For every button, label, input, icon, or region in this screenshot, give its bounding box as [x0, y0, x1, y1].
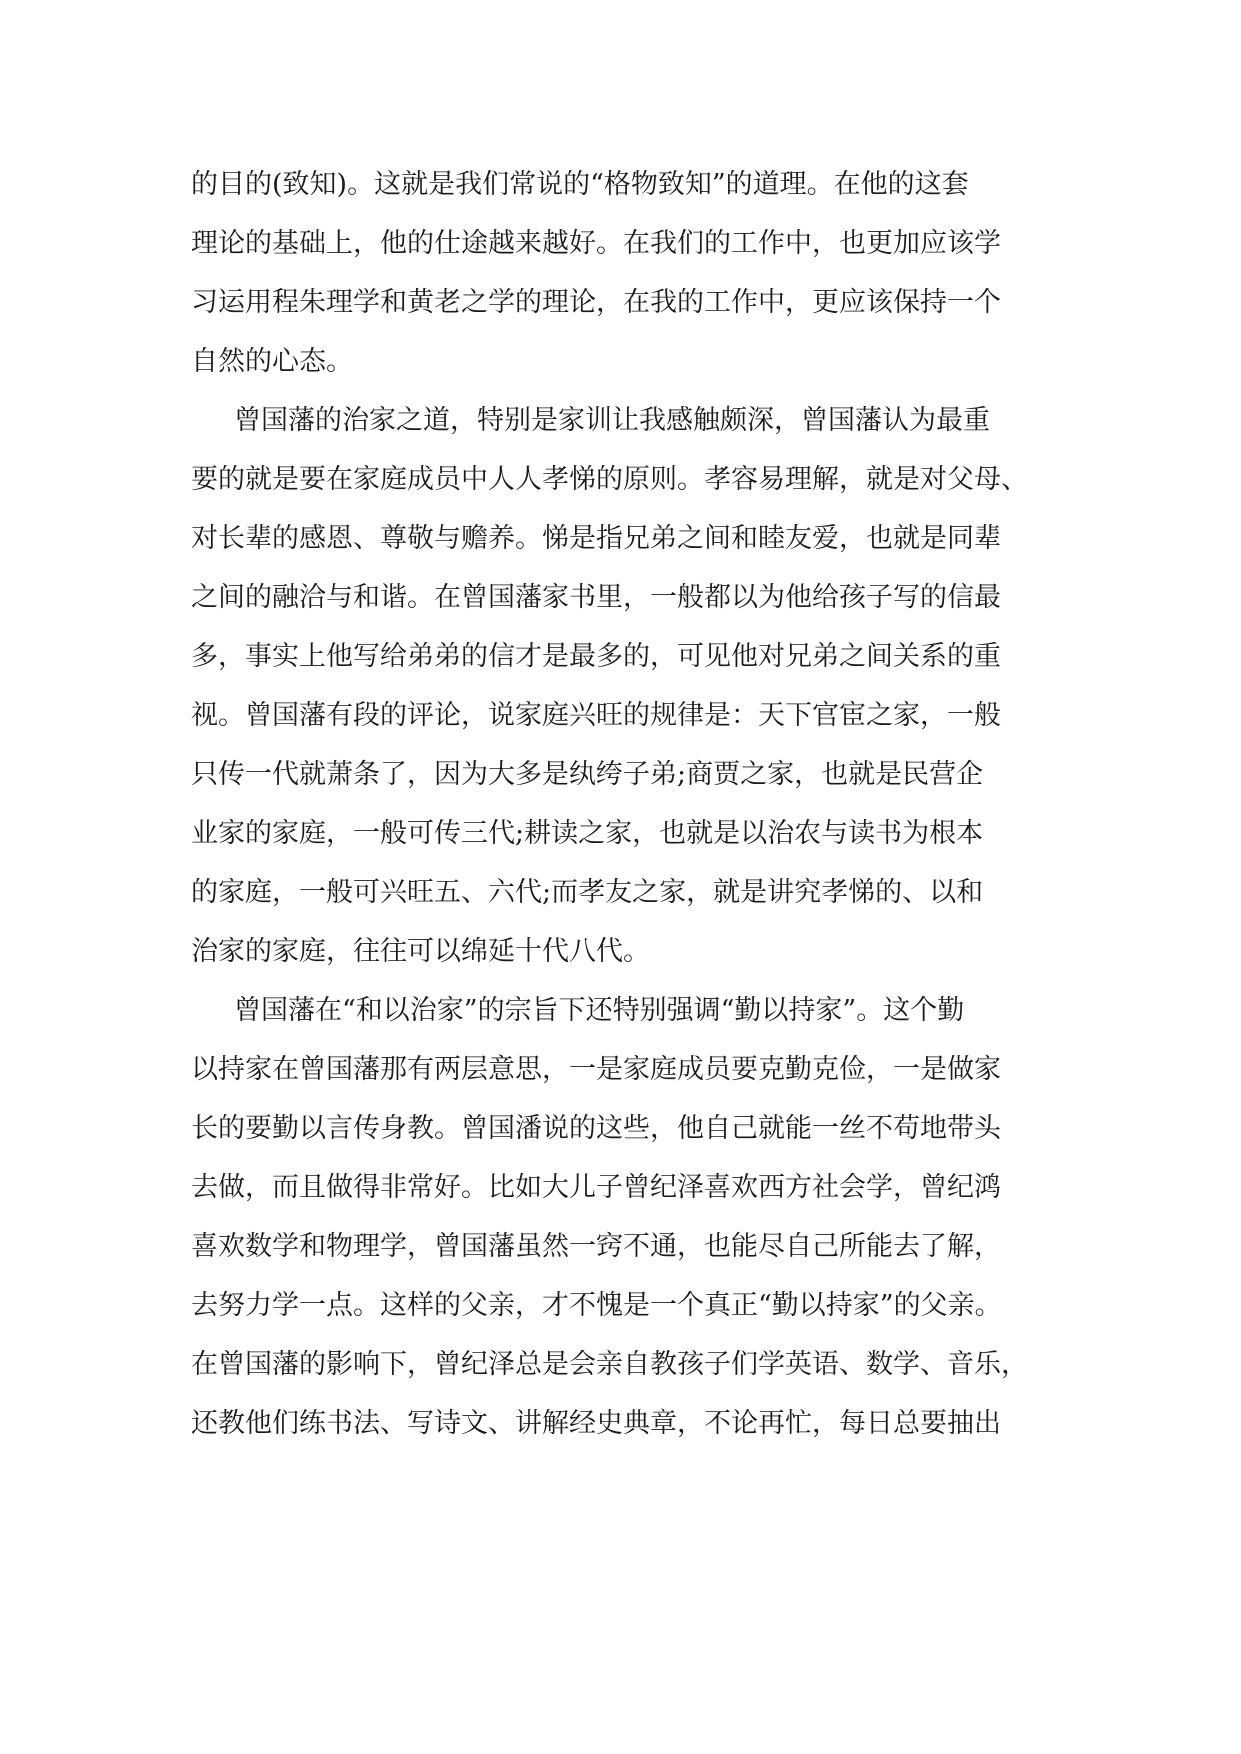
body-text [191, 155, 1061, 1453]
text-line: 只传一代就萧条了，因为大多是纨绔子弟;商贾之家，也就是民营企 [191, 759, 984, 790]
paragraph-first-line: 曾国藩的治家之道，特别是家训让我感触颇深，曾国藩认为最重 [234, 405, 990, 436]
text-line: 视。曾国藩有段的评论，说家庭兴旺的规律是：天下官宦之家，一般 [191, 700, 1001, 731]
text-line: 在曾国藩的影响下，曾纪泽总是会亲自教孩子们学英语、数学、音乐， [191, 1349, 1028, 1380]
text-line: 喜欢数学和物理学，曾国藩虽然一窍不通，也能尽自己所能去了解， [191, 1231, 1001, 1262]
text-line: 之间的融洽与和谐。在曾国藩家书里，一般都以为他给孩子写的信最 [191, 582, 1001, 613]
text-line: 习运用程朱理学和黄老之学的理论，在我的工作中，更应该保持一个 [191, 287, 1001, 318]
text-line: 自然的心态。 [191, 346, 353, 377]
text-line: 要的就是要在家庭成员中人人孝悌的原则。孝容易理解，就是对父母、 [191, 464, 1028, 495]
text-line: 业家的家庭，一般可传三代;耕读之家，也就是以治农与读书为根本 [191, 818, 984, 849]
text-line: 理论的基础上，他的仕途越来越好。在我们的工作中，也更加应该学 [191, 228, 1001, 259]
text-line: 的目的(致知)。这就是我们常说的“格物致知”的道理。在他的这套 [191, 169, 969, 200]
text-line: 去努力学一点。这样的父亲，才不愧是一个真正“勤以持家”的父亲。 [191, 1290, 1002, 1321]
text-line: 的家庭，一般可兴旺五、六代;而孝友之家，就是讲究孝悌的、以和 [191, 877, 984, 908]
text-line: 以持家在曾国藩那有两层意思，一是家庭成员要克勤克俭，一是做家 [191, 1054, 1001, 1085]
text-line: 治家的家庭，往往可以绵延十代八代。 [191, 936, 650, 967]
text-line: 还教他们练书法、写诗文、讲解经史典章，不论再忙，每日总要抽出 [191, 1408, 1001, 1439]
paragraph-first-line: 曾国藩在“和以治家”的宗旨下还特别强调“勤以持家”。这个勤 [234, 995, 965, 1026]
text-line: 对长辈的感恩、尊敬与赡养。悌是指兄弟之间和睦友爱，也就是同辈 [191, 523, 1001, 554]
text-line: 多，事实上他写给弟弟的信才是最多的，可见他对兄弟之间关系的重 [191, 641, 1001, 672]
text-line: 长的要勤以言传身教。曾国潘说的这些，他自己就能一丝不苟地带头 [191, 1113, 1001, 1144]
text-line: 去做，而且做得非常好。比如大儿子曾纪泽喜欢西方社会学，曾纪鸿 [191, 1172, 1001, 1203]
